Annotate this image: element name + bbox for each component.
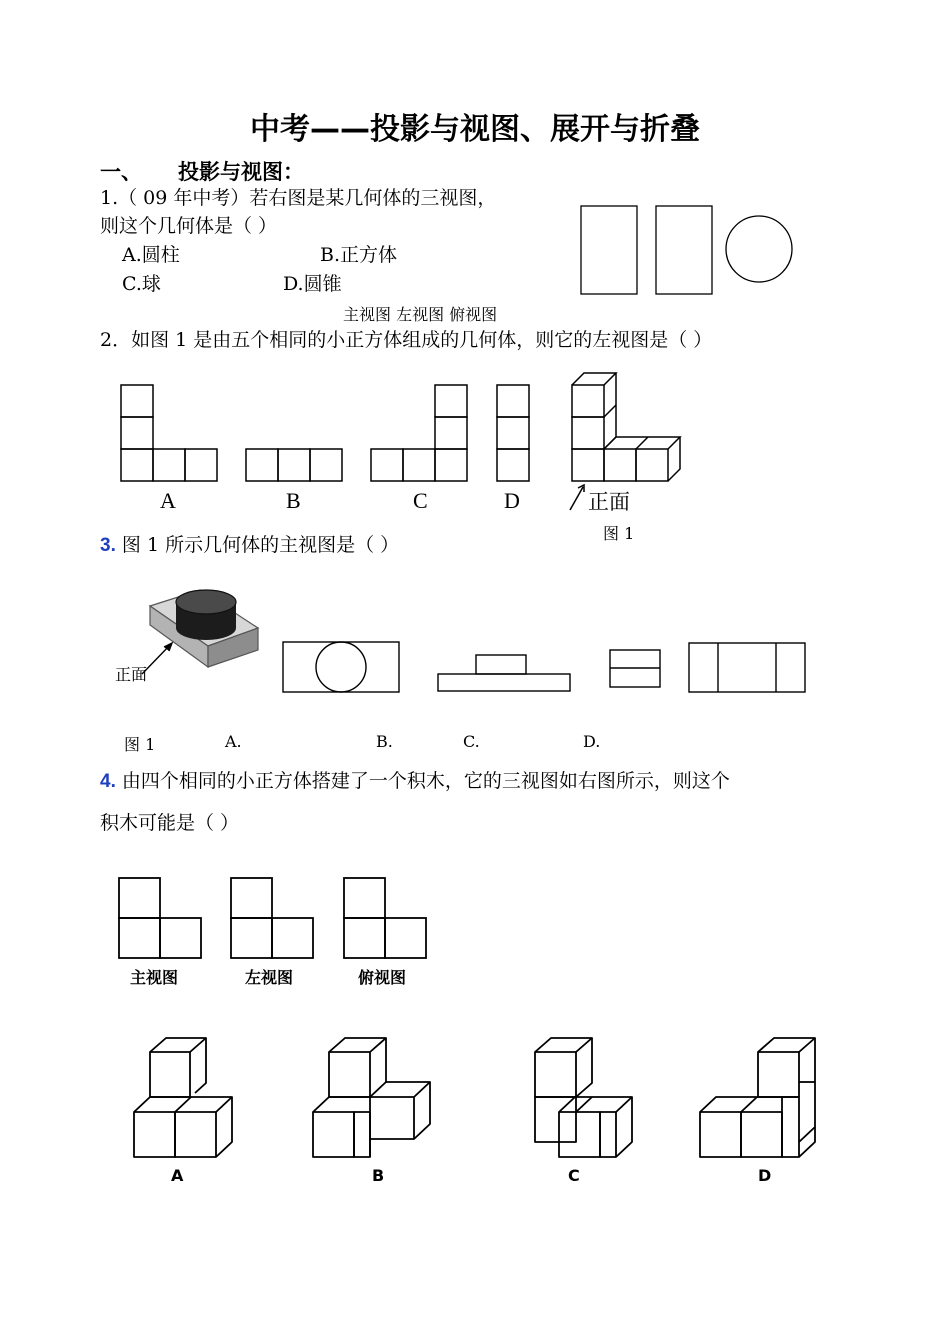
q3-label-a: A. <box>225 732 242 751</box>
q4-option-a-solid <box>134 1038 232 1157</box>
q4-label-d: D <box>758 1166 772 1185</box>
q4-line2: 积木可能是（ ） <box>100 812 240 834</box>
q4-number: 4. <box>100 771 116 792</box>
q4-label-b: B <box>372 1166 385 1185</box>
q1-option-d: D.圆锥 <box>283 273 342 295</box>
q4-view-front-label: 主视图 <box>130 968 179 987</box>
q4-option-d-solid <box>700 1038 815 1157</box>
q1-line2: 则这个几何体是（ ） <box>100 215 278 237</box>
q2-label-b: B <box>286 488 301 513</box>
page-title: 中考——投影与视图、展开与折叠 <box>250 112 700 147</box>
q4-label-a: A <box>171 1166 184 1185</box>
q1-option-b: B.正方体 <box>320 244 398 266</box>
q2-label-c: C <box>413 488 428 513</box>
q4-label-c: C <box>568 1166 580 1185</box>
q4-view-left-label: 左视图 <box>245 968 294 987</box>
q3-label-c: C. <box>463 732 480 751</box>
q3-number: 3. <box>100 535 116 556</box>
q2-label-a: A <box>160 488 176 513</box>
q4-option-c-solid <box>535 1038 632 1157</box>
q3-text: 图 1 所示几何体的主视图是（ ） <box>115 534 400 556</box>
q2-fig-caption: 图 1 <box>603 524 635 543</box>
q1-caption: 主视图 左视图 俯视图 <box>343 305 498 324</box>
q3-fig-caption: 图 1 <box>124 735 156 754</box>
q1-line1: 1.（ 09 年中考）若右图是某几何体的三视图， <box>100 187 497 209</box>
q1-option-c: C.球 <box>122 273 161 295</box>
q3-label-b: B. <box>376 732 393 751</box>
q4-view-top-label: 俯视图 <box>358 968 407 987</box>
q4-option-b-solid <box>313 1038 430 1157</box>
q1-option-a: A.圆柱 <box>122 244 180 266</box>
q4-front-view <box>119 878 201 958</box>
q3-front-label: 正面 <box>115 665 148 684</box>
q2-front-label: 正面 <box>588 490 630 514</box>
q4-line1: 由四个相同的小正方体搭建了一个积木，它的三视图如右图所示，则这个 <box>115 770 730 792</box>
section-heading: 投影与视图： <box>178 160 304 184</box>
q4-left-view <box>231 878 313 958</box>
q2-text: 2．如图 1 是由五个相同的小正方体组成的几何体，则它的左视图是（ ） <box>100 329 713 351</box>
q3-label-d: D. <box>583 732 601 751</box>
q4-top-view <box>344 878 426 958</box>
q2-label-d: D <box>504 488 520 513</box>
section-index: 一、 <box>100 160 142 184</box>
